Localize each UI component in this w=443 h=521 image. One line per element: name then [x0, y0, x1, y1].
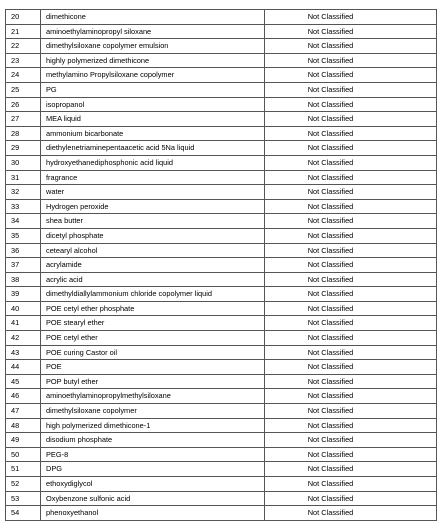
ingredient-name-cell: acrylic acid: [41, 272, 265, 287]
ingredient-name-cell: MEA liquid: [41, 112, 265, 127]
ingredient-name-cell: POE: [41, 360, 265, 375]
classification-cell: Not Classified: [265, 243, 437, 258]
ingredient-classification-table: [5, 9, 437, 521]
row-number-cell: 21: [6, 24, 41, 39]
ingredient-name-cell: aminoethylaminopropyl siloxane: [41, 24, 265, 39]
row-number-cell: 30: [6, 155, 41, 170]
classification-cell: Not Classified: [265, 24, 437, 39]
ingredient-name-cell: POP butyl ether: [41, 374, 265, 389]
row-number-cell: 44: [6, 360, 41, 375]
classification-cell: Not Classified: [265, 258, 437, 273]
row-number-cell: 52: [6, 477, 41, 492]
row-number-cell: 40: [6, 301, 41, 316]
table-row: [6, 97, 437, 112]
row-number-cell: 29: [6, 141, 41, 156]
classification-cell: Not Classified: [265, 418, 437, 433]
table-row: [6, 462, 437, 477]
ingredient-name-cell: disodium phosphate: [41, 433, 265, 448]
ingredient-name-cell: PEG-8: [41, 447, 265, 462]
row-number-cell: 31: [6, 170, 41, 185]
ingredient-name-cell: ethoxydiglycol: [41, 477, 265, 492]
row-number-cell: 43: [6, 345, 41, 360]
table-row: [6, 404, 437, 419]
ingredient-name-cell: POE cetyl ether phosphate: [41, 301, 265, 316]
row-number-cell: 28: [6, 126, 41, 141]
classification-cell: Not Classified: [265, 155, 437, 170]
ingredient-name-cell: dimethyldiallylammonium chloride copolymer liquid: [41, 287, 265, 302]
row-number-cell: 25: [6, 82, 41, 97]
table-row: [6, 433, 437, 448]
classification-cell: Not Classified: [265, 39, 437, 54]
ingredient-name-cell: highly polymerized dimethicone: [41, 53, 265, 68]
classification-cell: Not Classified: [265, 287, 437, 302]
row-number-cell: 54: [6, 506, 41, 521]
row-number-cell: 46: [6, 389, 41, 404]
row-number-cell: 32: [6, 185, 41, 200]
row-number-cell: 22: [6, 39, 41, 54]
ingredient-name-cell: ammonium bicarbonate: [41, 126, 265, 141]
table-row: [6, 345, 437, 360]
ingredient-name-cell: dimethylsiloxane copolymer emulsion: [41, 39, 265, 54]
table-row: [6, 10, 437, 25]
ingredient-name-cell: diethylenetriaminepentaacetic acid 5Na liquid: [41, 141, 265, 156]
row-number-cell: 33: [6, 199, 41, 214]
ingredient-name-cell: methylamino Propylsiloxane copolymer: [41, 68, 265, 83]
table-body: [6, 10, 437, 521]
row-number-cell: 23: [6, 53, 41, 68]
row-number-cell: 26: [6, 97, 41, 112]
ingredient-name-cell: high polymerized dimethicone-1: [41, 418, 265, 433]
table-row: [6, 287, 437, 302]
classification-cell: Not Classified: [265, 404, 437, 419]
table-row: [6, 389, 437, 404]
table-row: [6, 214, 437, 229]
table-row: [6, 155, 437, 170]
ingredient-name-cell: POE curing Castor oil: [41, 345, 265, 360]
ingredient-name-cell: phenoxyethanol: [41, 506, 265, 521]
row-number-cell: 38: [6, 272, 41, 287]
table-row: [6, 272, 437, 287]
table-row: [6, 447, 437, 462]
classification-cell: Not Classified: [265, 112, 437, 127]
ingredient-name-cell: Oxybenzone sulfonic acid: [41, 491, 265, 506]
table-row: [6, 112, 437, 127]
table-row: [6, 82, 437, 97]
classification-cell: Not Classified: [265, 185, 437, 200]
table-row: [6, 316, 437, 331]
ingredient-name-cell: dimethicone: [41, 10, 265, 25]
table-row: [6, 24, 437, 39]
row-number-cell: 47: [6, 404, 41, 419]
table-row: [6, 243, 437, 258]
classification-cell: Not Classified: [265, 10, 437, 25]
table-row: [6, 491, 437, 506]
classification-cell: Not Classified: [265, 68, 437, 83]
ingredient-name-cell: dicetyl phosphate: [41, 228, 265, 243]
table-row: [6, 301, 437, 316]
row-number-cell: 24: [6, 68, 41, 83]
row-number-cell: 45: [6, 374, 41, 389]
classification-cell: Not Classified: [265, 82, 437, 97]
row-number-cell: 39: [6, 287, 41, 302]
classification-cell: Not Classified: [265, 53, 437, 68]
table-row: [6, 39, 437, 54]
ingredient-name-cell: dimethylsiloxane copolymer: [41, 404, 265, 419]
ingredient-name-cell: shea butter: [41, 214, 265, 229]
classification-cell: Not Classified: [265, 228, 437, 243]
table-row: [6, 228, 437, 243]
ingredient-name-cell: DPG: [41, 462, 265, 477]
row-number-cell: 42: [6, 331, 41, 346]
table-row: [6, 170, 437, 185]
table-row: [6, 374, 437, 389]
classification-cell: Not Classified: [265, 214, 437, 229]
ingredient-name-cell: aminoethylaminopropylmethylsiloxane: [41, 389, 265, 404]
classification-cell: Not Classified: [265, 316, 437, 331]
ingredient-name-cell: fragrance: [41, 170, 265, 185]
ingredient-name-cell: POE stearyl ether: [41, 316, 265, 331]
classification-cell: Not Classified: [265, 477, 437, 492]
table-row: [6, 141, 437, 156]
classification-cell: Not Classified: [265, 126, 437, 141]
classification-cell: Not Classified: [265, 170, 437, 185]
classification-cell: Not Classified: [265, 433, 437, 448]
row-number-cell: 37: [6, 258, 41, 273]
row-number-cell: 34: [6, 214, 41, 229]
ingredient-name-cell: acrylamide: [41, 258, 265, 273]
table-row: [6, 199, 437, 214]
classification-cell: Not Classified: [265, 389, 437, 404]
row-number-cell: 20: [6, 10, 41, 25]
classification-cell: Not Classified: [265, 199, 437, 214]
table-row: [6, 506, 437, 521]
row-number-cell: 48: [6, 418, 41, 433]
classification-cell: Not Classified: [265, 462, 437, 477]
table-row: [6, 126, 437, 141]
row-number-cell: 51: [6, 462, 41, 477]
row-number-cell: 35: [6, 228, 41, 243]
classification-cell: Not Classified: [265, 331, 437, 346]
row-number-cell: 50: [6, 447, 41, 462]
row-number-cell: 49: [6, 433, 41, 448]
table-row: [6, 360, 437, 375]
classification-cell: Not Classified: [265, 97, 437, 112]
classification-cell: Not Classified: [265, 506, 437, 521]
ingredient-classification-table-container: [5, 9, 436, 521]
classification-cell: Not Classified: [265, 141, 437, 156]
ingredient-name-cell: hydroxyethanediphosphonic acid liquid: [41, 155, 265, 170]
row-number-cell: 27: [6, 112, 41, 127]
table-row: [6, 418, 437, 433]
row-number-cell: 53: [6, 491, 41, 506]
ingredient-name-cell: cetearyl alcohol: [41, 243, 265, 258]
table-row: [6, 477, 437, 492]
ingredient-name-cell: isopropanol: [41, 97, 265, 112]
classification-cell: Not Classified: [265, 272, 437, 287]
classification-cell: Not Classified: [265, 447, 437, 462]
ingredient-name-cell: water: [41, 185, 265, 200]
classification-cell: Not Classified: [265, 360, 437, 375]
table-row: [6, 258, 437, 273]
ingredient-name-cell: PG: [41, 82, 265, 97]
classification-cell: Not Classified: [265, 301, 437, 316]
classification-cell: Not Classified: [265, 491, 437, 506]
ingredient-name-cell: Hydrogen peroxide: [41, 199, 265, 214]
row-number-cell: 36: [6, 243, 41, 258]
classification-cell: Not Classified: [265, 345, 437, 360]
table-row: [6, 53, 437, 68]
classification-cell: Not Classified: [265, 374, 437, 389]
table-row: [6, 331, 437, 346]
ingredient-name-cell: POE cetyl ether: [41, 331, 265, 346]
table-row: [6, 68, 437, 83]
row-number-cell: 41: [6, 316, 41, 331]
table-row: [6, 185, 437, 200]
